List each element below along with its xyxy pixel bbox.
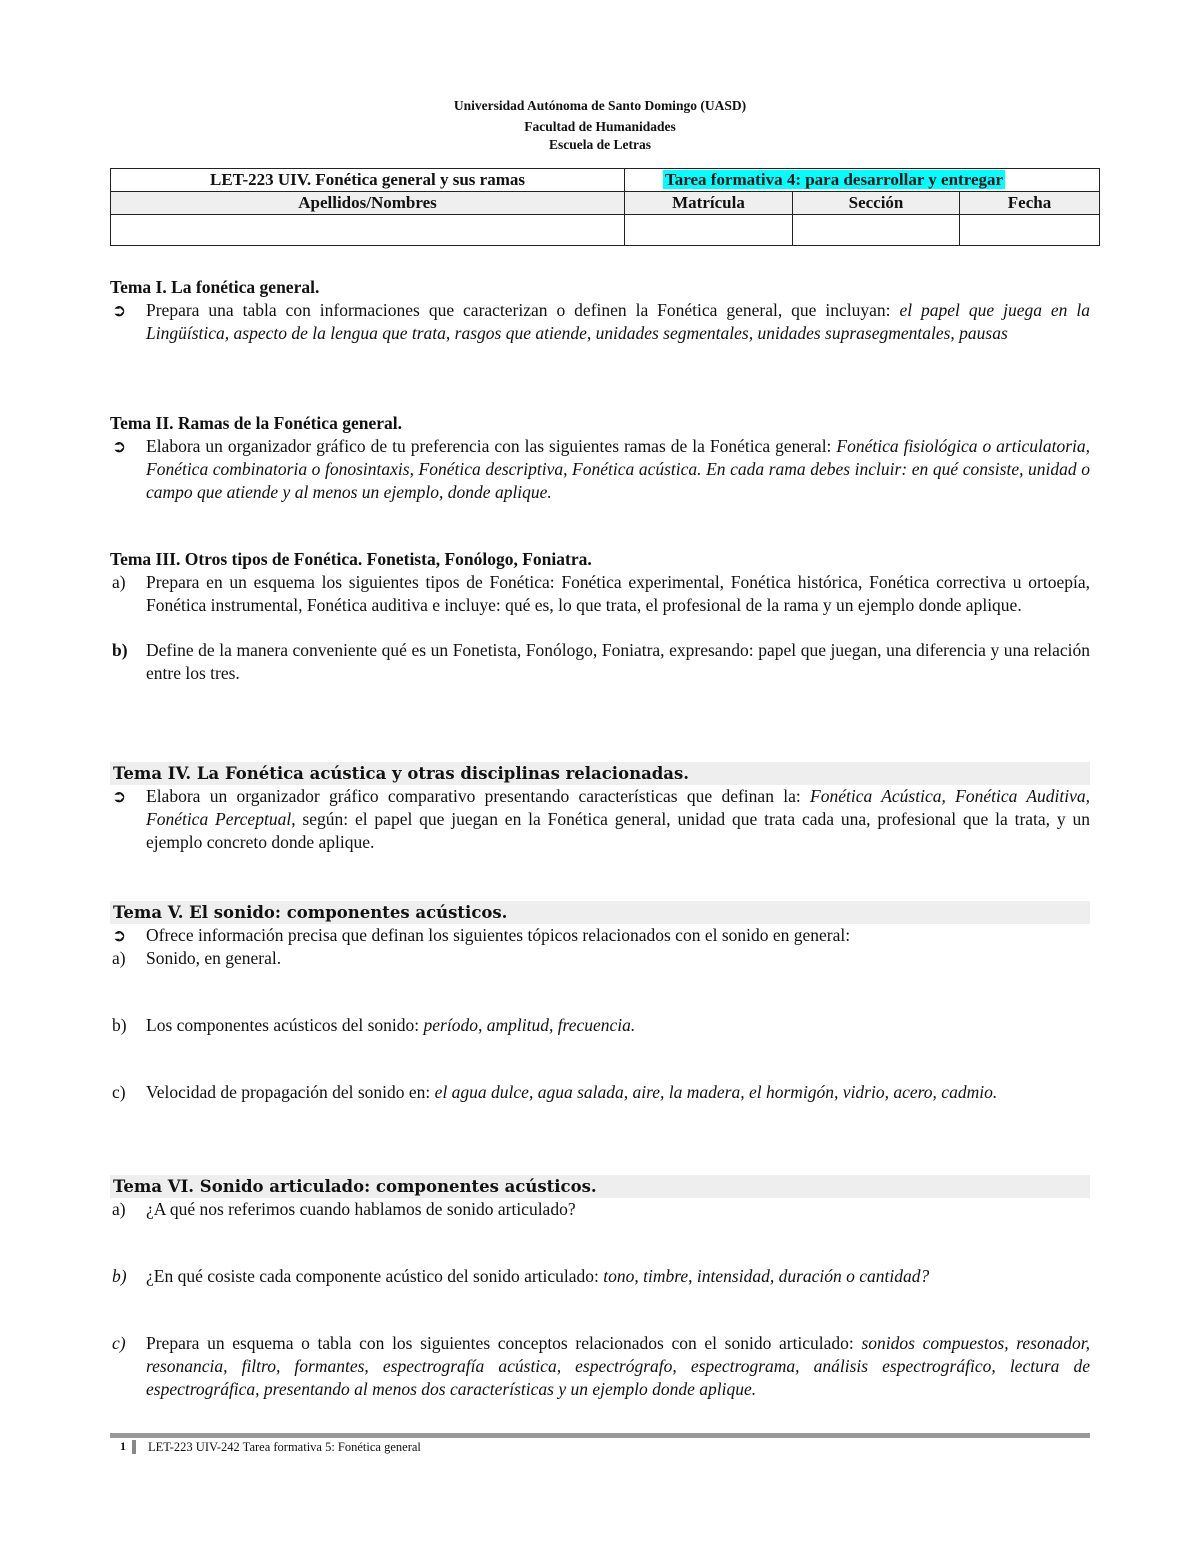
col-id-header: Matrícula bbox=[625, 192, 793, 215]
section-field[interactable] bbox=[793, 215, 960, 246]
tema-4-item bbox=[110, 785, 1090, 854]
tema-1-item bbox=[110, 299, 1090, 345]
faculty-name: Facultad de Humanidades bbox=[524, 119, 676, 134]
tema-5-item-a bbox=[110, 947, 1090, 970]
tema-6-a-text: ¿A qué nos referimos cuando hablamos de sonido articulado? bbox=[146, 1199, 576, 1219]
item-marker: a) bbox=[112, 1199, 126, 1219]
tema-5-c-italic: el agua dulce, agua salada, aire, la madera, el hormigón, vidrio, acero, cadmio. bbox=[434, 1082, 998, 1102]
tema-1-title: Tema I. La fonética general. bbox=[110, 277, 320, 297]
item-marker: c) bbox=[112, 1333, 126, 1353]
item-marker: a) bbox=[112, 948, 126, 968]
arrow-icon: ➲ bbox=[112, 926, 127, 945]
footer-divider bbox=[110, 1433, 1090, 1438]
tema-5-intro-text: Ofrece información precisa que definan los siguientes tópicos relacionados con el sonido en general: bbox=[146, 925, 851, 945]
tema-6-c-text: Prepara un esquema o tabla con los siguientes conceptos relacionados con el sonido articulado: bbox=[146, 1333, 862, 1353]
item-marker: b) bbox=[112, 640, 128, 660]
tema-5-title: Tema V. El sonido: componentes acústicos. bbox=[110, 901, 1090, 924]
tema-5-item-b bbox=[110, 1014, 1090, 1037]
tema-5 bbox=[110, 901, 1090, 1104]
task-title: Tarea formativa 4: para desarrollar y entregar bbox=[665, 170, 1004, 189]
item-marker: b) bbox=[112, 1266, 127, 1286]
footer-text: LET-223 UIV-242 Tarea formativa 5: Fonética general bbox=[148, 1440, 421, 1454]
tema-4-italic: Fonética Acústica, Fonética Auditiva, Fonética Perceptual bbox=[146, 786, 1090, 829]
school-name: Escuela de Letras bbox=[549, 137, 651, 152]
tema-5-intro bbox=[110, 924, 1090, 947]
tema-3 bbox=[110, 548, 1090, 685]
tema-4-text: Elabora un organizador gráfico comparativo presentando características que definan la: bbox=[146, 786, 811, 806]
tema-4 bbox=[110, 762, 1090, 854]
tema-2-item bbox=[110, 435, 1090, 504]
tema-6-item-c bbox=[110, 1332, 1090, 1401]
student-info-table bbox=[110, 168, 1100, 246]
page-number: 1 bbox=[120, 1439, 126, 1453]
tema-6-item-a bbox=[110, 1198, 1090, 1221]
id-field[interactable] bbox=[625, 215, 793, 246]
tema-5-a-text: Sonido, en general. bbox=[146, 948, 282, 968]
tema-6-title: Tema VI. Sonido articulado: componentes acústicos. bbox=[110, 1175, 1090, 1198]
tema-1 bbox=[110, 276, 1090, 345]
item-marker: a) bbox=[112, 572, 126, 592]
col-date-header: Fecha bbox=[960, 192, 1100, 215]
tema-6-b-text: ¿En qué cosiste cada componente acústico del sonido articulado: bbox=[146, 1266, 604, 1286]
arrow-icon: ➲ bbox=[112, 301, 127, 320]
tema-3-item-a bbox=[110, 571, 1090, 617]
tema-6-b-italic: tono, timbre, intensidad, duración o cantidad? bbox=[603, 1266, 930, 1286]
arrow-icon: ➲ bbox=[112, 437, 127, 456]
university-name: Universidad Autónoma de Santo Domingo (UASD) bbox=[453, 98, 747, 113]
task-title-cell bbox=[625, 169, 1100, 192]
tema-5-c-text: Velocidad de propagación del sonido en: bbox=[146, 1082, 435, 1102]
tema-2-text: Elabora un organizador gráfico de tu preferencia con las siguientes ramas de la Fonética general: bbox=[146, 436, 837, 456]
col-name-header: Apellidos/Nombres bbox=[111, 192, 625, 215]
tema-2-italic: Fonética fisiológica o articulatoria, Fonética combinatoria o fonosintaxis, Fonética descriptiva, Fonética acústica. En cada rama debes incluir: en qué consiste, unidad o campo que atiende y al menos un ejemplo, donde aplique. bbox=[146, 436, 1090, 502]
course-title: LET-223 UIV. Fonética general y sus ramas bbox=[111, 169, 625, 192]
footer-bar bbox=[132, 1440, 136, 1454]
tema-3-item-b bbox=[110, 639, 1090, 685]
tema-5-b-text: Los componentes acústicos del sonido: bbox=[146, 1015, 424, 1035]
name-field[interactable] bbox=[111, 215, 625, 246]
arrow-icon: ➲ bbox=[112, 787, 127, 806]
tema-2 bbox=[110, 412, 1090, 504]
tema-4-title: Tema IV. La Fonética acústica y otras disciplinas relacionadas. bbox=[110, 762, 1090, 785]
tema-5-b-italic: período, amplitud, frecuencia. bbox=[423, 1015, 636, 1035]
tema-3-b-text: Define de la manera conveniente qué es un Fonetista, Fonólogo, Foniatra, expresando: papel que juegan, una diferencia y una relación entre los tres. bbox=[146, 640, 1090, 683]
tema-1-text: Prepara una tabla con informaciones que caracterizan o definen la Fonética general, que incluyan: bbox=[146, 300, 900, 320]
tema-5-item-c bbox=[110, 1081, 1090, 1104]
tema-6-item-b bbox=[110, 1265, 1090, 1288]
tema-3-a-text: Prepara en un esquema los siguientes tipos de Fonética: Fonética experimental, Fonética histórica, Fonética correctiva u ortoepía, Fonética instrumental, Fonética auditiva e incluye: qué es, lo que trata, el profesional de la rama y un ejemplo donde aplique. bbox=[146, 572, 1090, 615]
tema-1-italic: el papel que juega en la Lingüística, aspecto de la lengua que trata, rasgos que atiende, unidades segmentales, unidades suprasegmentales, pausas bbox=[146, 300, 1090, 343]
tema-4-text2: , según: el papel que juegan en la Fonética general, unidad que trata cada una, profesional que la trata, y un ejemplo concreto donde aplique. bbox=[146, 809, 1090, 852]
tema-2-title: Tema II. Ramas de la Fonética general. bbox=[110, 413, 402, 433]
item-marker: b) bbox=[112, 1015, 127, 1035]
tema-6 bbox=[110, 1175, 1090, 1401]
col-section-header: Sección bbox=[793, 192, 960, 215]
item-marker: c) bbox=[112, 1082, 126, 1102]
tema-3-title: Tema III. Otros tipos de Fonética. Fonetista, Fonólogo, Foniatra. bbox=[110, 549, 592, 569]
date-field[interactable] bbox=[960, 215, 1100, 246]
tema-6-c-italic: sonidos compuestos, resonador, resonancia, filtro, formantes, espectrografía acústica, espectrógrafo, espectrograma, análisis espectrográfico, lectura de espectrográfica, presentando al menos dos características y un ejemplo donde aplique. bbox=[146, 1333, 1090, 1399]
